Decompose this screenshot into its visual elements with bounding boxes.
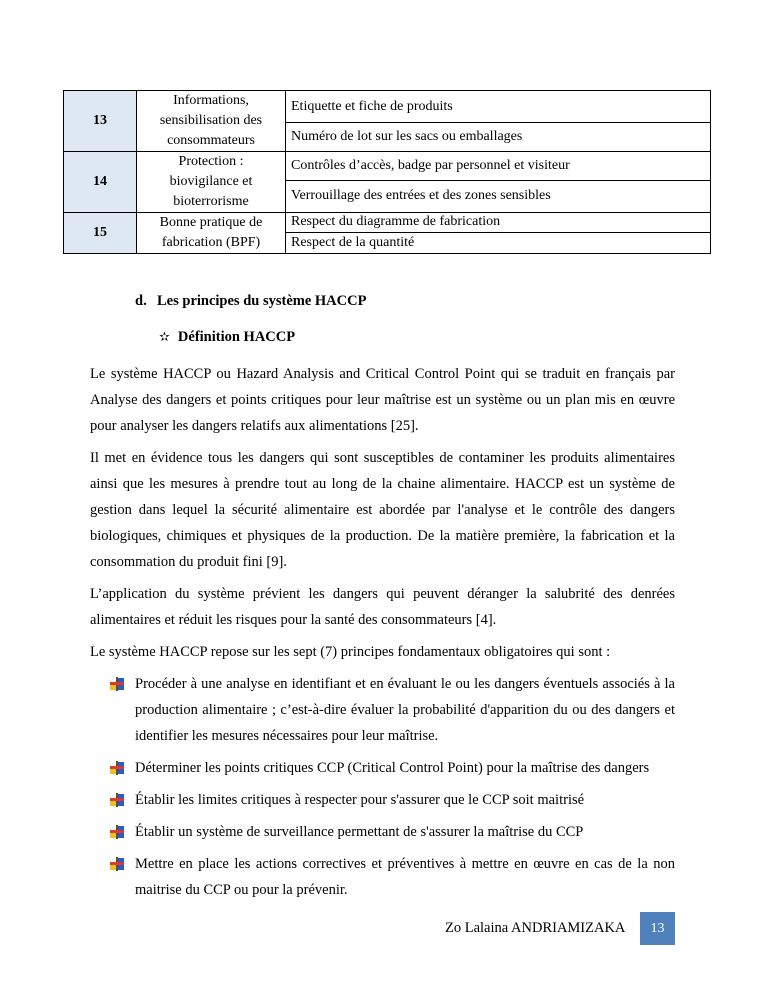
- list-item: [110, 755, 675, 781]
- definition-title: Définition HACCP: [177, 329, 296, 345]
- row-category: [137, 91, 286, 152]
- list-item: [110, 819, 675, 845]
- row-number: 14: [64, 152, 137, 213]
- table-row: [64, 91, 711, 123]
- table-row: [64, 152, 711, 181]
- category-line: consommateurs: [167, 133, 255, 148]
- row-number: 13: [64, 91, 137, 152]
- row-category: [137, 152, 286, 213]
- list-item: [110, 787, 675, 813]
- list-item: [110, 851, 675, 903]
- paragraph: L’application du système prévient les dangers qui peuvent déranger la salubrité des denrées alimentaires et réduit les risques pour la santé des consommateurs [4].: [90, 586, 675, 628]
- definition-heading: [159, 329, 295, 346]
- star-icon: ✫: [159, 329, 170, 344]
- paragraph: Le système HACCP ou Hazard Analysis and Critical Control Point qui se traduit en français par Analyse des dangers et points critiques pour leur maîtrise est un système ou un plan mis en œuvre pour analyser les dangers relatifs aux alimentations [25].: [90, 366, 675, 434]
- footer-author: Zo Lalaina ANDRIAMIZAKA: [445, 920, 626, 936]
- category-line: fabrication (BPF): [161, 235, 261, 250]
- list-item-text: Procéder à une analyse en identifiant et en évaluant le ou les dangers éventuels associés à la production alimentaire ; c’est-à-dire évaluer la probabilité d'apparition du ou des dangers et identifier les mesures nécessaires pour leur maîtrise.: [135, 676, 675, 744]
- bullet-icon: [110, 677, 124, 691]
- row-category: [137, 213, 286, 254]
- row-requirement: Verrouillage des entrées et des zones sensibles: [286, 180, 711, 212]
- list-item-text: Établir un système de surveillance permettant de s'assurer la maîtrise du CCP: [135, 824, 584, 840]
- bullet-icon: [110, 857, 124, 871]
- category-line: sensibilisation des: [159, 113, 263, 128]
- bullet-icon: [110, 761, 124, 775]
- row-requirement: Etiquette et fiche de produits: [286, 91, 711, 123]
- row-number: 15: [64, 213, 137, 254]
- row-requirement: Respect du diagramme de fabrication: [286, 213, 711, 233]
- list-item-text: Mettre en place les actions correctives et préventives à mettre en œuvre en cas de la non maitrise du CCP ou pour la prévenir.: [135, 856, 675, 898]
- row-requirement: Numéro de lot sur les sacs ou emballages: [286, 123, 711, 152]
- bullet-icon: [110, 793, 124, 807]
- category-line: biovigilance et: [169, 174, 253, 189]
- section-title: Les principes du système HACCP: [157, 293, 367, 309]
- category-line: bioterrorisme: [173, 194, 249, 209]
- bullet-icon: [110, 825, 124, 839]
- list-item-text: Établir les limites critiques à respecter pour s'assurer que le CCP soit maitrisé: [135, 792, 585, 808]
- list-item-text: Déterminer les points critiques CCP (Critical Control Point) pour la maîtrise des dangers: [135, 760, 650, 776]
- row-requirement: Respect de la quantité: [286, 232, 711, 253]
- paragraph: Il met en évidence tous les dangers qui sont susceptibles de contaminer les produits alimentaires ainsi que les mesures à prendre tout au long de la chaine alimentaire. HACCP est un système de gestion dans lequel la sécurité alimentaire est abordée par l'analyse et le contrôle des dangers biologiques, chimiques et physiques de la production. De la matière première, la fabrication et la consommation du produit fini [9].: [90, 450, 675, 570]
- principles-list: [110, 671, 675, 909]
- row-requirement: Contrôles d’accès, badge par personnel et visiteur: [286, 152, 711, 181]
- page-number-badge: 13: [640, 912, 675, 945]
- paragraph: Le système HACCP repose sur les sept (7) principes fondamentaux obligatoires qui sont :: [90, 644, 611, 660]
- hygiene-requirements-table: [63, 90, 711, 254]
- section-label: d.: [135, 293, 147, 309]
- category-line: Protection :: [178, 154, 244, 169]
- table-row: [64, 213, 711, 233]
- category-line: Bonne pratique de: [159, 215, 263, 230]
- category-line: Informations,: [173, 93, 249, 108]
- list-item: [110, 671, 675, 749]
- section-heading: [135, 293, 366, 310]
